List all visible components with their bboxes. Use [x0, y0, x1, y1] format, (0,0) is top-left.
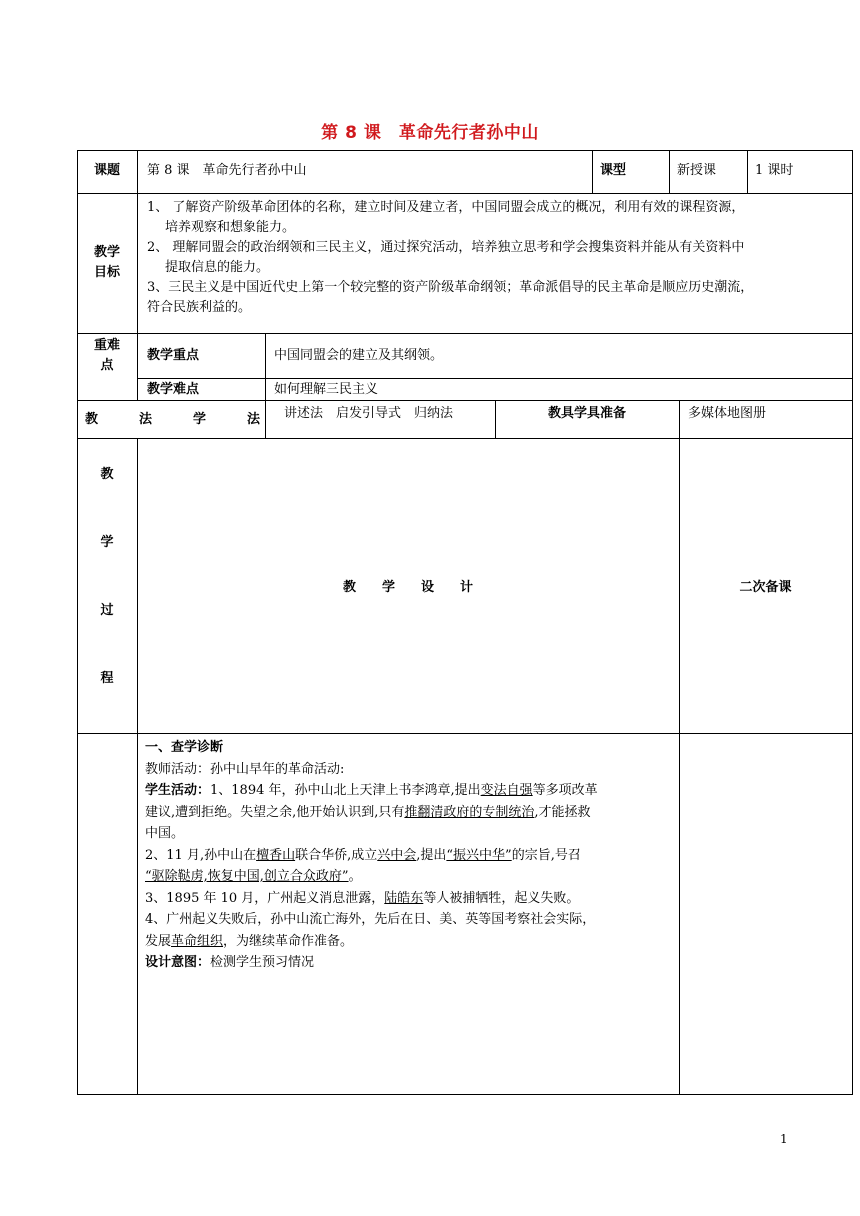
tools-value: 多媒体地图册 — [688, 406, 767, 421]
para-2-text-c: ,提出 — [416, 847, 447, 863]
topic-value: 第 8 课 革命先行者孙中山 — [147, 163, 307, 178]
objectives-label — [77, 243, 137, 283]
topic-label: 课题 — [93, 163, 120, 178]
para-1-text-c: 建议,遭到拒绝。失望之余,他开始认识到,只有 — [145, 804, 405, 820]
para-2-underline-2: 兴中会 — [377, 847, 417, 863]
para-2-text-a: 2、11 月,孙中山在 — [145, 847, 257, 863]
para-2 — [145, 845, 677, 867]
page-title: 第 8 课 革命先行者孙中山 — [321, 123, 539, 143]
design-intent-label: 设计意图： — [145, 955, 211, 970]
key-points-label-line-1: 重难 — [93, 338, 120, 353]
design-intent-value: 检测学生预习情况 — [210, 955, 315, 970]
para-2-underline-4: “驱除鞑虏,恢复中国,创立合众政府” — [145, 869, 349, 884]
methods-value: 讲述法 启发引导式 归纳法 — [284, 406, 454, 421]
para-2-text-d: 的宗旨,号召 — [511, 847, 581, 863]
para-3 — [145, 888, 677, 910]
objective-2: 2、 理解同盟会的政治纲领和三民主义，通过探究活动，培养独立思考和学会搜集资料并能从有关资料中 — [147, 240, 745, 255]
process-label-char-2: 学 — [100, 535, 114, 550]
para-3-text-b: 等人被捕牺牲，起义失败。 — [423, 890, 580, 906]
methods-label-char-3: 学 — [192, 412, 206, 427]
design-heading: 教 学 设 计 — [342, 580, 473, 595]
objective-3-cont: 符合民族利益的。 — [147, 300, 252, 315]
focus-label: 教学重点 — [147, 348, 200, 363]
para-1-text-d: ,才能拯救 — [534, 804, 591, 820]
key-points-label — [77, 336, 137, 376]
tools-label: 教具学具准备 — [547, 406, 626, 421]
objective-3: 3、三民主义是中国近代史上第一个较完整的资产阶级革命纲领；革命派倡导的民主革命是顺应历史潮流， — [147, 280, 754, 295]
second-prep-heading: 二次备课 — [739, 580, 792, 595]
focus-value: 中国同盟会的建立及其纲领。 — [274, 348, 444, 363]
design-intent — [145, 952, 677, 974]
type-label: 课型 — [600, 163, 627, 178]
para-2-text-e: 。 — [348, 869, 362, 884]
para-1-line-2 — [145, 802, 677, 824]
process-label-char-1: 教 — [100, 467, 114, 482]
hours-value: 1 课时 — [755, 163, 794, 178]
para-1-text-b: 等多项改革 — [532, 783, 598, 798]
para-1-underline-2: 推翻清政府的专制统治 — [404, 804, 535, 820]
para-1 — [145, 780, 677, 802]
objective-1-cont: 培养观察和想象能力。 — [165, 220, 296, 235]
objective-2-cont: 提取信息的能力。 — [165, 260, 270, 275]
page-number: 1 — [780, 1132, 788, 1146]
objectives-label-line-2: 目标 — [93, 265, 120, 280]
para-3-underline-1: 陆皓东 — [384, 890, 424, 906]
para-1-underline-1: 变法自强 — [480, 783, 533, 798]
para-2-underline-1: 檀香山 — [256, 847, 296, 863]
para-2-line-2 — [145, 866, 677, 888]
section-1-heading: 一、查学诊断 — [145, 740, 224, 755]
methods-label-char-4: 法 — [246, 412, 260, 427]
key-points-label-line-2: 点 — [100, 358, 114, 373]
process-label — [77, 465, 137, 709]
objective-1: 1、 了解资产阶级革命团体的名称，建立时间及建立者，中国同盟会成立的概况，利用有效的课程资源， — [147, 200, 745, 215]
para-4-text-b: 发展 — [145, 933, 172, 949]
difficulty-value: 如何理解三民主义 — [274, 382, 379, 397]
para-2-text-b: 联合华侨,成立 — [295, 847, 378, 863]
methods-label-char-2: 法 — [138, 412, 152, 427]
methods-label — [85, 410, 260, 430]
student-activity-label: 学生活动： — [145, 783, 211, 798]
difficulty-label: 教学难点 — [147, 382, 200, 397]
objectives-label-line-1: 教学 — [93, 245, 120, 260]
process-label-char-3: 过 — [100, 603, 114, 618]
para-1-line-3: 中国。 — [145, 826, 185, 841]
para-2-underline-3: “振兴中华” — [446, 847, 512, 863]
objectives-list — [147, 198, 847, 318]
type-value: 新授课 — [677, 163, 717, 178]
process-label-char-4: 程 — [100, 671, 114, 686]
section-1 — [145, 737, 677, 974]
teacher-activity: 教师活动：孙中山早年的革命活动: — [145, 761, 345, 777]
para-4-text-c: ，为继续革命作准备。 — [223, 933, 354, 949]
para-4-line-2 — [145, 931, 677, 953]
para-1-text-a: 1、1894 年，孙中山北上天津上书李鸿章,提出 — [210, 783, 481, 798]
methods-label-char-1: 教 — [85, 412, 99, 427]
para-3-text-a: 3、1895 年 10 月，广州起义消息泄露， — [145, 890, 385, 906]
para-4: 4、广州起义失败后，孙中山流亡海外，先后在日、美、英等国考察社会实际， — [145, 912, 596, 927]
para-4-underline-1: 革命组织 — [171, 933, 224, 949]
